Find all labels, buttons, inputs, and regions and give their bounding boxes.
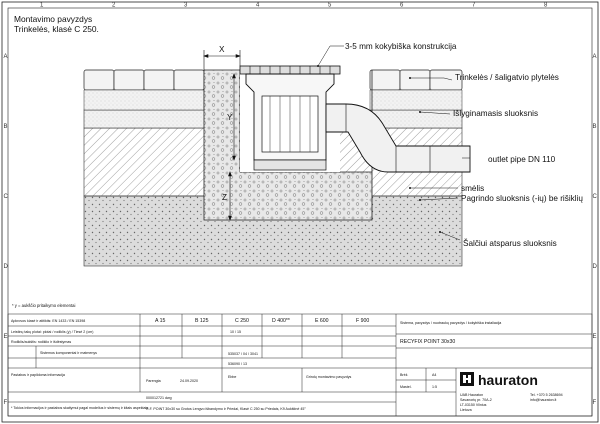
format-value: A4 — [432, 373, 437, 377]
grid-row-e-right: E — [592, 334, 597, 340]
address-line-1: UAB Hauraton — [460, 393, 484, 397]
class-e600: E 600 — [315, 318, 329, 324]
brand-name: hauraton — [478, 372, 538, 388]
drawing-title-line1: Montavimo pavyzdys — [14, 14, 93, 24]
notes-small: * Tokios informacijos ir pastabos skaitymui pagal modelius ir sistemų ir kitais aspektais — [11, 406, 149, 410]
drawn-date: 24.09.2020 — [180, 379, 198, 383]
article-1: 535037 / 04 / 3041 — [228, 352, 258, 356]
class-a15: A 15 — [155, 318, 166, 324]
tb-row-components: Sistemos komponentai ir matmenys — [40, 351, 97, 355]
address-line-2: Savanorių pr. 70A-2 — [460, 398, 492, 402]
footnote: * y = aukščio pritaikymo elementai — [12, 303, 76, 308]
product-line: Sistema, pavyzdys / nuotraukų pavyzdys / kokybiška instaliacija — [400, 321, 502, 325]
tb-row-index: Rodiklis/aukštis: rodiklio ir išdėstymas — [11, 340, 72, 344]
scale-label: Mastel. — [400, 385, 412, 389]
callout-outlet: outlet pipe DN 110 — [488, 155, 556, 164]
grid-row-f: F — [3, 400, 8, 406]
contact-phone: Tel. +370 5 2638694 — [530, 393, 563, 397]
paving-left — [84, 70, 204, 110]
class-d400: D 400** — [272, 318, 290, 324]
drawn-label: Parengta — [146, 379, 161, 383]
callout-base: Pagrindo sluoksnis (-ių) be rišiklių — [461, 194, 583, 203]
callout-top-note: 3-5 mm kokybiška konstrukcija — [345, 42, 457, 51]
grid-row-f-right: F — [592, 400, 597, 406]
product-name: RECYFIX POINT 30x30 — [400, 339, 456, 345]
grid-col-8: 8 — [544, 2, 548, 9]
grid-row-a: A — [3, 54, 8, 60]
subject: Grindų montavimo pavyzdys — [306, 375, 352, 379]
class-c250: C 250 — [235, 318, 249, 324]
dimension-x-label: X — [219, 45, 225, 54]
tb-row-notes: Pastabos ir papildoma informacija — [11, 373, 65, 377]
paving-right — [370, 70, 462, 110]
grid-row-c: C — [3, 194, 8, 200]
lang: Ebbe — [228, 375, 237, 379]
dimension-y-label: Y — [227, 113, 233, 122]
grid-col-2: 2 — [112, 2, 116, 9]
callout-gravel: smėlis — [461, 184, 485, 193]
scale-value: 1:5 — [432, 385, 437, 389]
hauraton-logo — [460, 372, 538, 388]
grid-row-b-right: B — [592, 124, 597, 130]
callout-paving: Trinkelės / šaligatvio plytelės — [455, 73, 559, 82]
class-c250-value: 10 / 15 — [230, 330, 241, 334]
tb-row-areas: Leistinų takų plotai: plotai / rodiklis (y) / Tiesė 2 (cm) — [11, 330, 94, 334]
callout-leveling: Išlyginamasis sluoksnis — [453, 109, 539, 118]
grid-col-6: 6 — [400, 2, 404, 9]
grid-row-d-right: D — [592, 264, 597, 270]
dimension-z-label: Z — [222, 193, 228, 202]
grid-col-1: 1 — [40, 2, 44, 9]
drawing-number: 000012721 dwg — [146, 396, 172, 400]
format-label: Brėž. — [400, 373, 409, 377]
grid-row-a-right: A — [592, 54, 597, 60]
grid-row-d: D — [3, 264, 8, 270]
drawing-title-line2: Trinkelės, klasė C 250. — [14, 24, 99, 34]
grid-col-3: 3 — [184, 2, 188, 9]
callout-frost: Šalčiui atsparus sluoksnis — [463, 239, 557, 248]
class-f900: F 900 — [356, 318, 370, 324]
article-2: 536090 / 13 — [228, 362, 247, 366]
grid-col-7: 7 — [472, 2, 476, 9]
grid-row-e: E — [3, 334, 8, 340]
grid-row-c-right: C — [592, 194, 597, 200]
grid-col-5: 5 — [328, 2, 332, 9]
footer-line: R.F. POINT 30x30 su Grotos Lengvo išbandymo ir Priedai, Klasė C 250 su Priedais, K9 Aukštinė 45° — [146, 407, 306, 411]
grid-col-4: 4 — [256, 2, 260, 9]
grid-row-b: B — [3, 124, 8, 130]
contact-email: info@hauraton.lt — [530, 398, 557, 402]
height-adjust-element — [254, 160, 326, 170]
tb-row-class: Apkrovos klasė ir atitiktis: EN 1433 / EN 15398 — [11, 319, 86, 323]
class-b125: B 125 — [195, 318, 209, 324]
address-line-3: LT-03150 Vilnius — [460, 403, 487, 407]
address-line-4: Lietuva — [460, 408, 472, 412]
